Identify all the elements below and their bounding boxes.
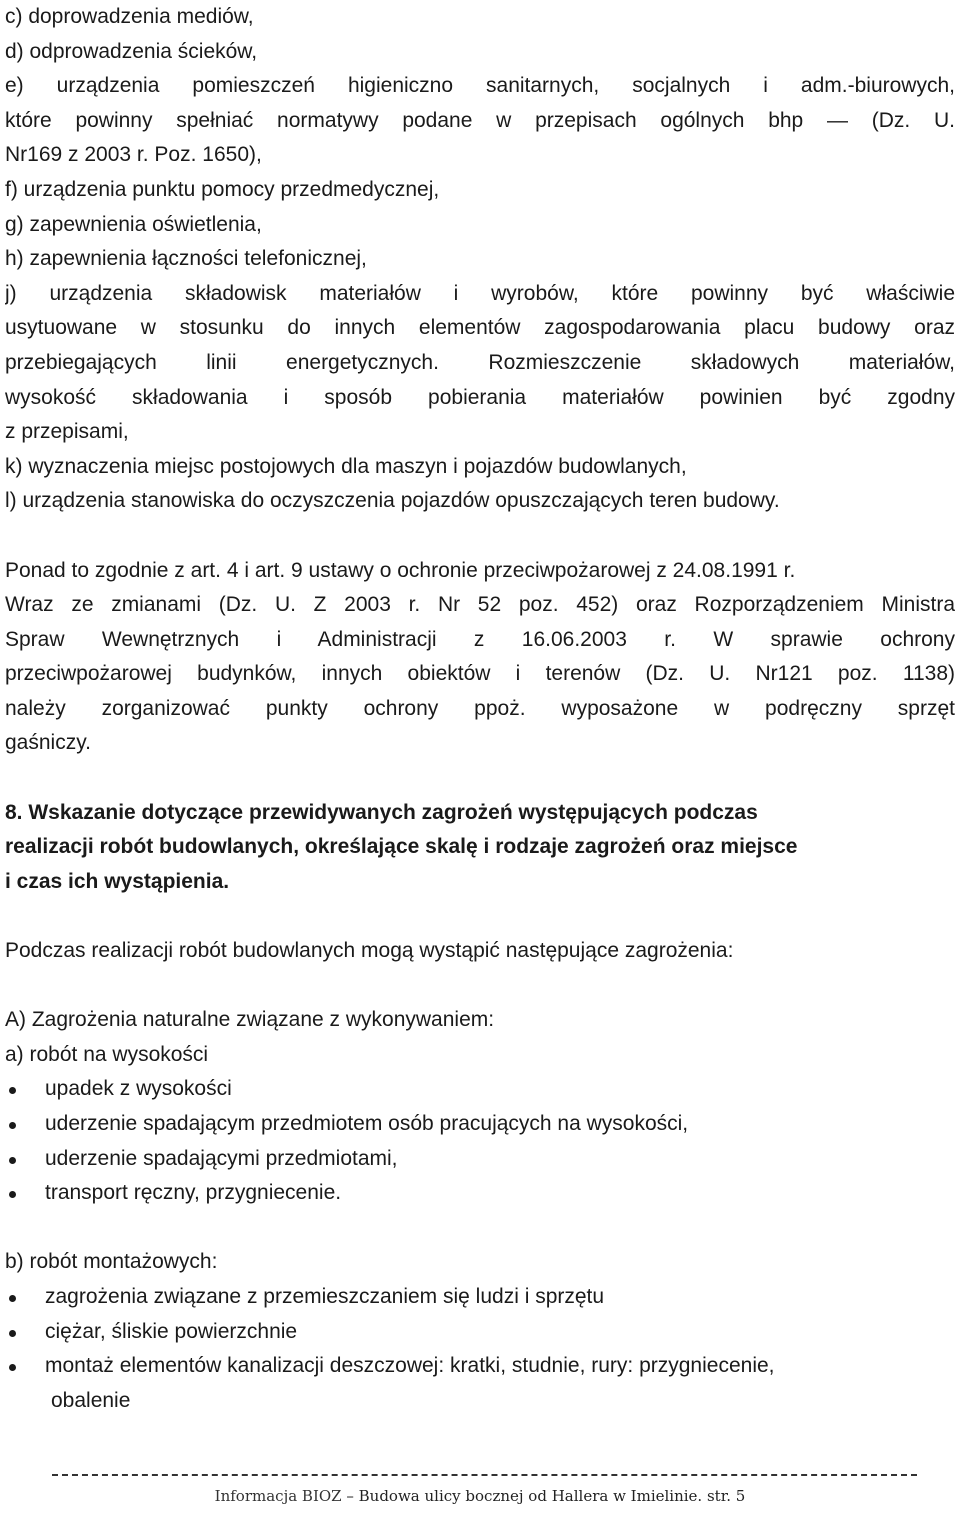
hazards-intro: Podczas realizacji robót budowlanych mogą wystąpić następujące zagrożenia: [5, 939, 734, 963]
paragraph-fire-line5: należy zorganizować punkty ochrony ppoż. wyposażone w podręczny sprzęt [5, 696, 955, 720]
bullet-icon [9, 1122, 16, 1129]
spacer [5, 761, 955, 796]
list-item: uderzenie spadającymi przedmiotami, [5, 1142, 955, 1177]
bullet-icon [9, 1191, 16, 1198]
list-item-e-line2: które powinny spełniać normatywy podane w przepisach ogólnych bhp — (Dz. U. [5, 108, 955, 132]
list-item-c: c) doprowadzenia mediów, [5, 5, 254, 28]
list-item-e: e) urządzenia pomieszczeń higieniczno sanitarnych, socjalnych i adm.-biurowych, [5, 74, 955, 98]
list-item: uderzenie spadającym przedmiotem osób pracujących na wysokości, [5, 1107, 955, 1142]
paragraph-fire-line3: Spraw Wewnętrznych i Administracji z 16.06.2003 r. W sprawie ochrony [5, 627, 955, 651]
footer-divider [52, 1474, 917, 1476]
list-item-d: d) odprowadzenia ścieków, [5, 39, 258, 63]
list-item-k: k) wyznaczenia miejsc postojowych dla maszyn i pojazdów budowlanych, [5, 454, 687, 478]
paragraph-fire-line6: gaśniczy. [5, 731, 91, 755]
list-item: ciężar, śliskie powierzchnie [5, 1315, 955, 1350]
document-page [5, 0, 955, 1418]
list-item: zagrożenia związane z przemieszczaniem się ludzi i sprzętu [5, 1280, 955, 1315]
hazard-group-a: A) Zagrożenia naturalne związane z wykonywaniem: [5, 1008, 495, 1032]
spacer [5, 969, 955, 1004]
list-item-j-line2: usytuowane w stosunku do innych elementów zagospodarowania placu budowy oraz [5, 316, 955, 340]
list-item-g: g) zapewnienia oświetlenia, [5, 212, 262, 236]
paragraph-fire-line2: Wraz ze zmianami (Dz. U. Z 2003 r. Nr 52 poz. 452) oraz Rozporządzeniem Ministra [5, 593, 955, 617]
bullet-icon [9, 1087, 16, 1094]
paragraph-fire-line4: przeciwpożarowej budynków, innych obiektów i terenów (Dz. U. Nr121 poz. 1138) [5, 662, 955, 686]
hazard-subgroup-a: a) robót na wysokości [5, 1042, 209, 1066]
footer-dash: – [341, 1487, 359, 1505]
list-item-continuation: obalenie [51, 1388, 131, 1412]
hazard-subgroup-b: b) robót montażowych: [5, 1250, 218, 1274]
list-item: montaż elementów kanalizacji deszczowej: kratki, studnie, rury: przygniecenie, [5, 1349, 955, 1384]
list-item-j-line4: wysokość składowania i sposób pobierania materiałów powinien być zgodny [5, 385, 955, 409]
bullet-icon [9, 1364, 16, 1371]
list-item-f: f) urządzenia punktu pomocy przedmedycznej, [5, 177, 440, 201]
paragraph-fire-line1: Ponad to zgodnie z art. 4 i art. 9 ustawy o ochronie przeciwpożarowej z 24.08.1991 r. [5, 558, 796, 582]
bullet-icon [9, 1157, 16, 1164]
list-item-j-line3: przebiegających linii energetycznych. Rozmieszczenie składowych materiałów, [5, 350, 955, 374]
spacer [5, 1211, 955, 1246]
list-item-j: j) urządzenia składowisk materiałów i wyrobów, które powinny być właściwie [5, 281, 955, 305]
list-item: transport ręczny, przygniecenie. [5, 1176, 955, 1211]
list-item-e-line3: Nr169 z 2003 r. Poz. 1650), [5, 143, 262, 167]
list-item-l: l) urządzenia stanowiska do oczyszczenia pojazdów opuszczających teren budowy. [5, 489, 780, 513]
section-heading-line1: 8. Wskazanie dotyczące przewidywanych zagrożeń występujących podczas [5, 800, 758, 824]
bullet-icon [9, 1330, 16, 1337]
list-item-h: h) zapewnienia łączności telefonicznej, [5, 247, 367, 271]
list-item-j-line5: z przepisami, [5, 420, 129, 444]
bullet-icon [9, 1295, 16, 1302]
footer-title: Budowa ulicy bocznej od Hallera w Imielinie. [358, 1487, 703, 1505]
section-heading-line3: i czas ich wystąpienia. [5, 869, 230, 893]
spacer [5, 899, 955, 934]
spacer [5, 519, 955, 554]
list-item: upadek z wysokości [5, 1072, 955, 1107]
section-heading-line2: realizacji robót budowlanych, określające skalę i rodzaje zagrożeń oraz miejsce [5, 835, 798, 859]
page-footer [0, 1487, 960, 1505]
footer-doc-type: Informacja BIOZ [214, 1487, 342, 1505]
footer-page-number: str. 5 [702, 1487, 746, 1505]
